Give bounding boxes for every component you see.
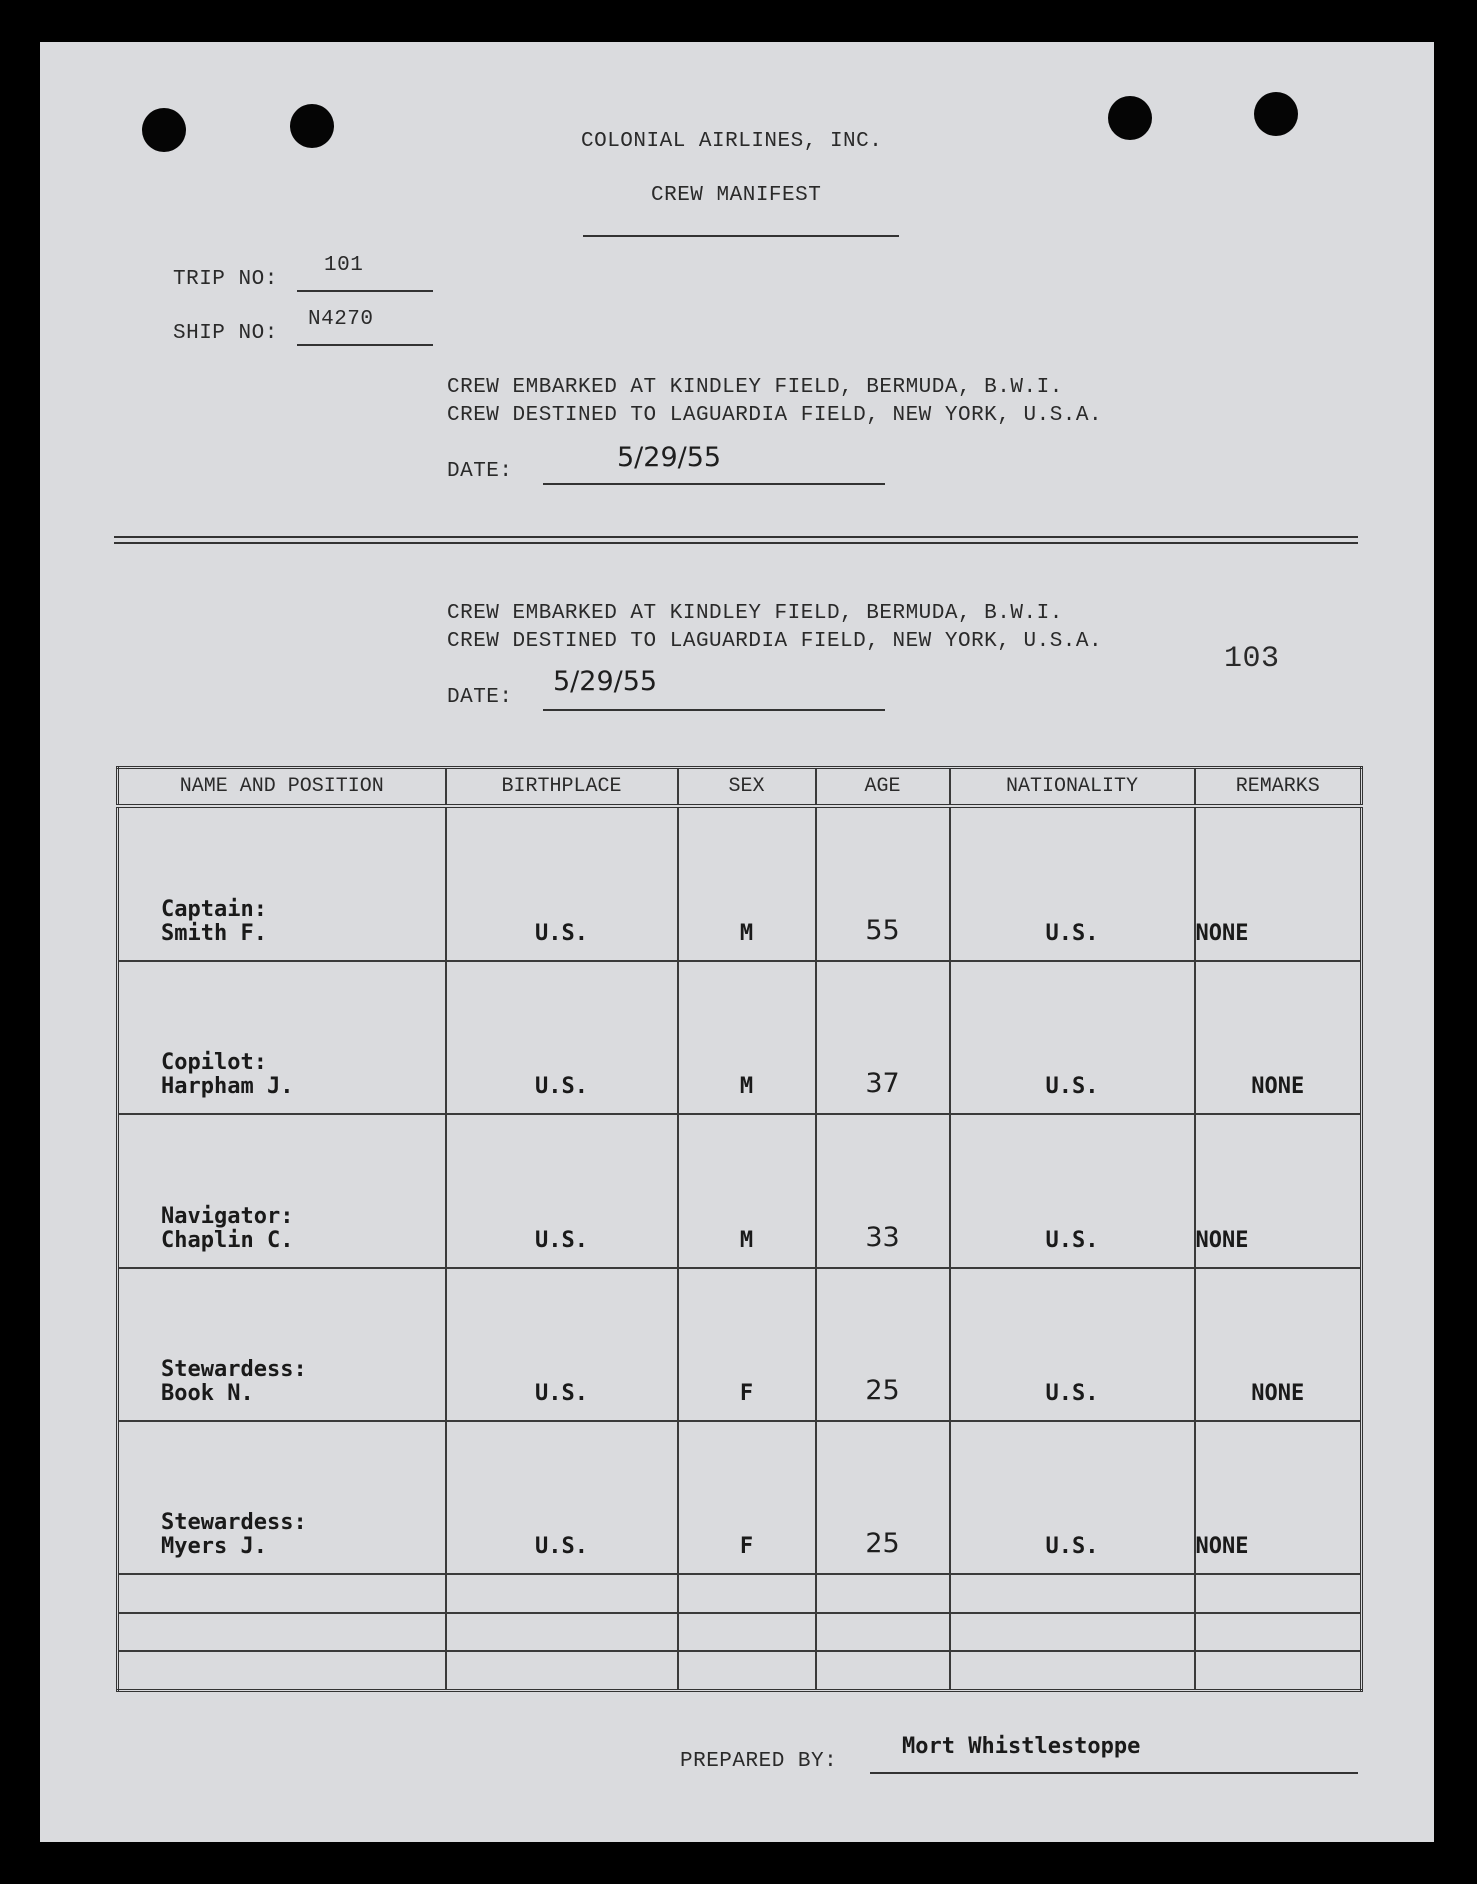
sex-cell: F [678,1421,816,1574]
company-name: COLONIAL AIRLINES, INC. [581,130,883,153]
crew-name: Myers J. [161,1534,267,1560]
form-title: CREW MANIFEST [651,184,822,207]
nationality-cell: U.S. [950,961,1195,1114]
trip-underline [297,290,433,292]
age-cell: 37 [816,961,950,1114]
date-label-2: DATE: [447,686,513,709]
age-cell: 33 [816,1114,950,1267]
table-header-row [118,768,1362,806]
birthplace-cell: U.S. [446,1268,678,1421]
ship-underline [297,344,433,346]
col-remarks: REMARKS [1195,768,1362,806]
col-birthplace: BIRTHPLACE [446,768,678,806]
trip-value: 101 [324,254,364,277]
crew-position: Captain: [161,897,267,923]
crew-name: Smith F. [161,921,267,947]
birthplace-cell: U.S. [446,961,678,1114]
section-divider [114,536,1358,544]
punch-hole-3 [1108,96,1152,140]
page-number: 103 [1224,642,1280,676]
name-position-cell [118,1114,446,1267]
title-underline [583,235,899,237]
trip-label: TRIP NO: [173,268,278,291]
table-row [118,1114,1362,1267]
col-nationality: NATIONALITY [950,768,1195,806]
table-row-empty [118,1613,1362,1651]
birthplace-cell: U.S. [446,1114,678,1267]
crew-position: Stewardess: [161,1357,307,1383]
embarked-line-2: CREW EMBARKED AT KINDLEY FIELD, BERMUDA, B.W.I. [447,602,1063,625]
col-age: AGE [816,768,950,806]
crew-name: Book N. [161,1381,254,1407]
destined-line-2: CREW DESTINED TO LAGUARDIA FIELD, NEW YORK, U.S.A. [447,630,1103,653]
nationality-cell: U.S. [950,1421,1195,1574]
date-value-2: 5/29/55 [553,666,658,697]
remarks-cell: NONE [1195,1114,1362,1267]
nationality-cell: U.S. [950,806,1195,962]
nationality-cell: U.S. [950,1268,1195,1421]
sex-cell: M [678,1114,816,1267]
ship-label: SHIP NO: [173,322,278,345]
col-name-position: NAME AND POSITION [118,768,446,806]
birthplace-cell: U.S. [446,1421,678,1574]
prepared-by-underline [870,1772,1358,1774]
date-underline-2 [543,709,885,711]
destined-line-1: CREW DESTINED TO LAGUARDIA FIELD, NEW YORK, U.S.A. [447,404,1103,427]
punch-hole-2 [290,104,334,148]
age-cell: 25 [816,1421,950,1574]
table-row [118,1268,1362,1421]
punch-hole-1 [142,108,186,152]
embarked-line-1: CREW EMBARKED AT KINDLEY FIELD, BERMUDA, B.W.I. [447,376,1063,399]
date-label-1: DATE: [447,460,513,483]
sex-cell: F [678,1268,816,1421]
punch-hole-4 [1254,92,1298,136]
name-position-cell [118,1268,446,1421]
prepared-by-value: Mort Whistlestoppe [902,1734,1141,1759]
sex-cell: M [678,806,816,962]
table-row [118,806,1362,962]
sex-cell: M [678,961,816,1114]
prepared-by-label: PREPARED BY: [680,1750,838,1773]
name-position-cell [118,806,446,962]
crew-name: Harpham J. [161,1074,294,1100]
crew-position: Stewardess: [161,1510,307,1536]
birthplace-cell: U.S. [446,806,678,962]
ship-value: N4270 [308,308,374,331]
table-row [118,961,1362,1114]
remarks-cell: NONE [1195,1268,1362,1421]
table-row [118,1421,1362,1574]
crew-position: Navigator: [161,1203,294,1229]
crew-name: Chaplin C. [161,1227,294,1253]
remarks-cell: NONE [1195,961,1362,1114]
remarks-cell: NONE [1195,1421,1362,1574]
nationality-cell: U.S. [950,1114,1195,1267]
crew-position: Copilot: [161,1050,267,1076]
date-value-1: 5/29/55 [617,442,722,473]
table-row-empty [118,1574,1362,1612]
name-position-cell [118,961,446,1114]
crew-table [116,766,1363,1692]
col-sex: SEX [678,768,816,806]
age-cell: 25 [816,1268,950,1421]
table-row-empty [118,1651,1362,1691]
date-underline-1 [543,483,885,485]
age-cell: 55 [816,806,950,962]
remarks-cell: NONE [1195,806,1362,962]
name-position-cell [118,1421,446,1574]
